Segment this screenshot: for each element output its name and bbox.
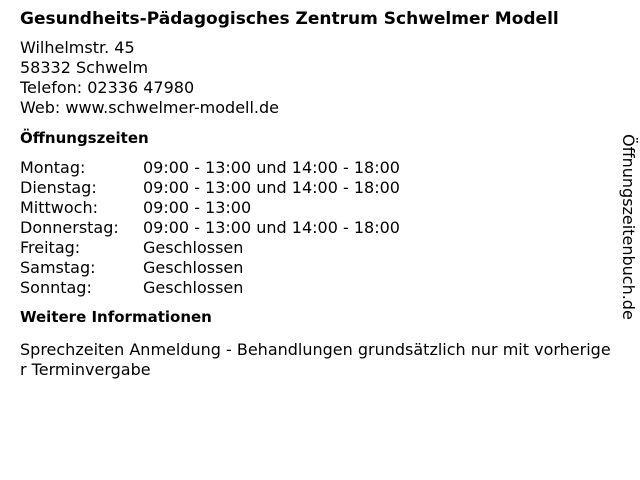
hours-time: Geschlossen	[143, 258, 244, 277]
hours-day: Sonntag:	[20, 278, 92, 297]
hours-time: 09:00 - 13:00 und 14:00 - 18:00	[143, 158, 400, 177]
hours-row	[20, 158, 614, 178]
phone-line	[20, 78, 614, 98]
hours-day: Montag:	[20, 158, 86, 177]
hours-time: 09:00 - 13:00 und 14:00 - 18:00	[143, 218, 400, 237]
hours-row	[20, 178, 614, 198]
hours-row	[20, 218, 614, 238]
business-card	[20, 9, 614, 380]
side-brand-label: Öffnungszeitenbuch.de	[619, 134, 638, 320]
web-link[interactable]: www.schwelmer-modell.de	[65, 98, 280, 117]
city-line: 58332 Schwelm	[20, 58, 149, 77]
street-address: Wilhelmstr. 45	[20, 38, 135, 57]
hours-day: Freitag:	[20, 238, 81, 257]
phone-label: Telefon:	[20, 78, 83, 97]
hours-time: Geschlossen	[143, 238, 244, 257]
hours-day: Dienstag:	[20, 178, 97, 197]
more-info-heading: Weitere Informationen	[20, 308, 212, 326]
web-label: Web:	[20, 98, 61, 117]
hours-row	[20, 258, 614, 278]
hours-time: Geschlossen	[143, 278, 244, 297]
hours-day: Mittwoch:	[20, 198, 98, 217]
opening-hours-heading: Öffnungszeiten	[20, 129, 149, 147]
hours-day: Donnerstag:	[20, 218, 119, 237]
hours-row	[20, 278, 614, 298]
hours-row	[20, 198, 614, 218]
hours-day: Samstag:	[20, 258, 96, 277]
hours-row	[20, 238, 614, 258]
phone-number[interactable]: 02336 47980	[87, 78, 195, 97]
web-line	[20, 98, 614, 118]
hours-time: 09:00 - 13:00	[143, 198, 252, 217]
more-info-text: Sprechzeiten Anmeldung - Behandlungen grundsätzlich nur mit vorheriger Terminvergabe	[20, 340, 611, 379]
opening-hours-table	[20, 158, 614, 298]
contact-block	[20, 38, 614, 118]
business-name: Gesundheits-Pädagogisches Zentrum Schwelmer Modell	[20, 9, 559, 29]
hours-time: 09:00 - 13:00 und 14:00 - 18:00	[143, 178, 400, 197]
